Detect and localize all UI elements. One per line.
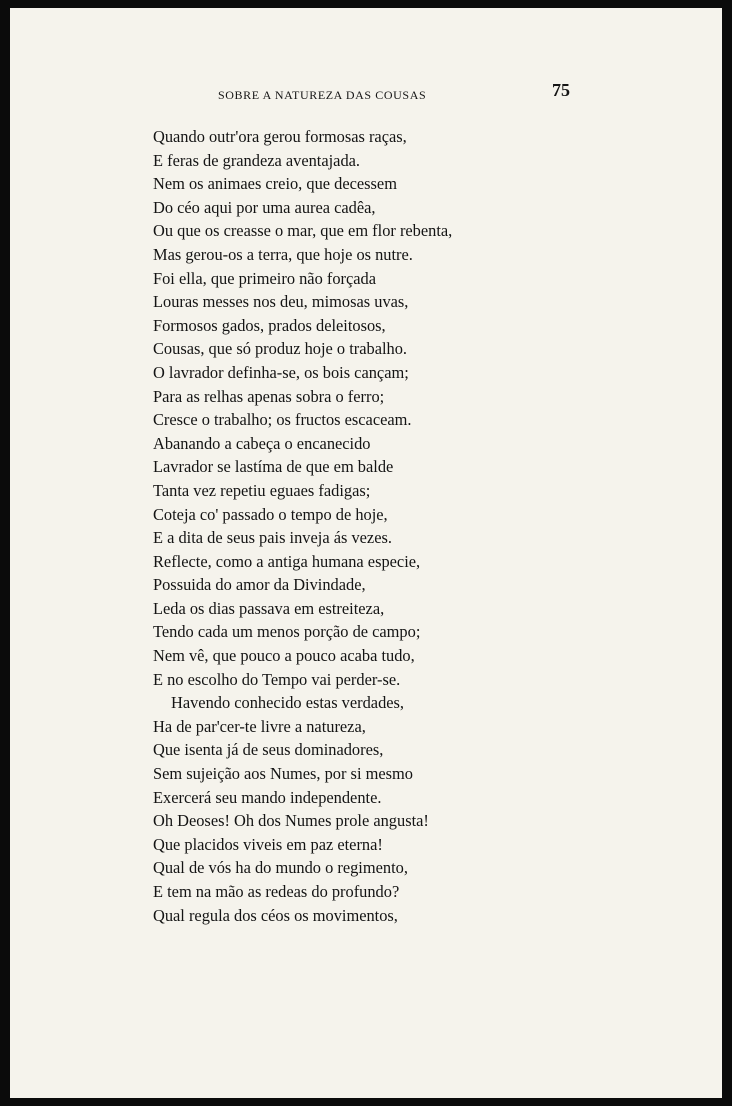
page-number: 75 — [552, 80, 570, 100]
running-title: SOBRE A NATUREZA DAS COUSAS — [218, 88, 427, 102]
poem-line: E feras de grandeza aventajada. — [153, 150, 361, 170]
poem-line: Sem sujeição aos Numes, por si mesmo — [153, 764, 413, 784]
poem-line: Qual de vós ha do mundo o regimento, — [153, 858, 408, 878]
poem-line: Leda os dias passava em estreiteza, — [153, 598, 385, 618]
poem-line: Abanando a cabeça o encanecido — [153, 433, 371, 453]
page-header — [10, 8, 722, 118]
poem-line: Do céo aqui por uma aurea cadêa, — [153, 197, 376, 217]
poem-line: Lavrador se lastíma de que em balde — [153, 457, 394, 477]
poem-line: Tendo cada um menos porção de campo; — [153, 622, 421, 642]
poem-line: Para as relhas apenas sobra o ferro; — [153, 386, 385, 406]
poem-line: Reflecte, como a antiga humana especie, — [153, 551, 421, 571]
poem-line: E a dita de seus pais inveja ás vezes. — [153, 528, 392, 548]
poem-line: Formosos gados, prados deleitosos, — [153, 315, 386, 335]
poem-text — [153, 125, 553, 927]
poem-line: Cresce o trabalho; os fructos escaceam. — [153, 410, 412, 430]
poem-line: Que isenta já de seus dominadores, — [153, 740, 384, 760]
poem-line: Nem vê, que pouco a pouco acaba tudo, — [153, 646, 415, 666]
poem-line: E tem na mão as redeas do profundo? — [153, 882, 400, 901]
poem-line: Que placidos viveis em paz eterna! — [153, 834, 383, 854]
poem-line: O lavrador definha-se, os bois cançam; — [153, 362, 409, 382]
poem-line: Louras messes nos deu, mimosas uvas, — [153, 292, 409, 312]
poem-line: Ha de par'cer-te livre a natureza, — [153, 716, 366, 736]
poem-line: Mas gerou-os a terra, que hoje os nutre. — [153, 244, 413, 264]
poem-line: Coteja co' passado o tempo de hoje, — [153, 504, 388, 524]
poem-line: Qual regula dos céos os movimentos, — [153, 905, 398, 925]
poem-line: Nem os animaes creio, que decessem — [153, 174, 397, 194]
poem-line: Foi ella, que primeiro não forçada — [153, 268, 377, 288]
poem-line: Exercerá seu mando independente. — [153, 787, 382, 807]
poem-line: Oh Deoses! Oh dos Numes prole angusta! — [153, 811, 429, 831]
poem-line: Tanta vez repetiu eguaes fadigas; — [153, 480, 371, 500]
poem-line: Cousas, que só produz hoje o trabalho. — [153, 339, 408, 359]
poem-line: Havendo conhecido estas verdades, — [171, 693, 405, 713]
poem-line: Ou que os creasse o mar, que em flor rebenta, — [153, 221, 453, 241]
poem-line: Possuida do amor da Divindade, — [153, 575, 366, 595]
poem-line: E no escolho do Tempo vai perder-se. — [153, 669, 401, 689]
poem-line: Quando outr'ora gerou formosas raças, — [153, 127, 407, 146]
book-page — [10, 8, 722, 1098]
